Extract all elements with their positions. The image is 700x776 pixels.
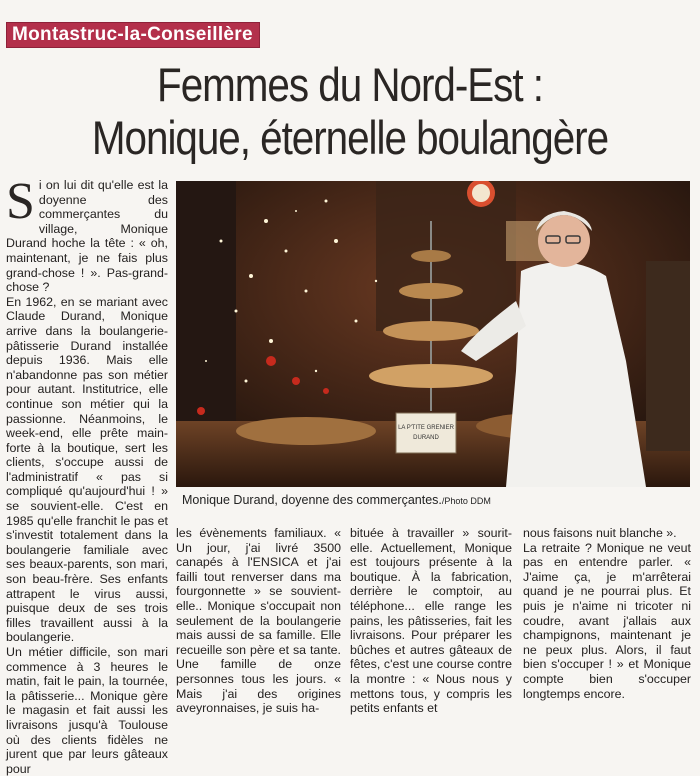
paragraph: En 1962, en se mariant avec Claude Durand, Monique arrive dans la boulangerie-pâtisserie Durand installée depuis 1936. Mais elle n'abandonne pas son métier pour autant. Institutrice, elle continue son métier qui la passionne. Néanmoins, le week-end, elle prête main-forte à la boutique, sert les clients, s'occupe aussi de l'administratif « pas si compliqué qu'aujourd'hui ! » se souvient-elle. C'est en 1985 qu'elle franchit le pas et s'investit totalement dans la boulangerie familiale avec ses beaux-parents, son mari, son beau-frère. Ses enfants attrapent le virus aussi, puisque deux de ses trois filles travaillent aussi à la boulangerie. <box>6 294 168 645</box>
sign-line-1: LA P'TITE GRENIER <box>398 425 454 431</box>
paragraph: nous faisons nuit blanche ». <box>523 526 677 540</box>
headline-line-2: Monique, éternelle boulangère <box>91 111 609 164</box>
paragraph: bituée à travailler » sourit-elle. Actuellement, Monique est toujours présente à la boutique. À la fabrication, derrière le comptoir, au téléphone... elle range les pains, les pâtisseries, fait les livraisons. Pour préparer les bûches et autres gâteaux de fêtes, c'est une course contre la montre : « Nous nous y mettons tous, y compris les petits enfants et <box>350 526 512 716</box>
headline <box>49 58 651 164</box>
paragraph: les évènements familiaux. « Un jour, j'ai livré 3500 canapés à l'ENSICA et j'ai failli tout renverser dans ma fourgonnette » se souvient-elle.. Monique s'occupait non seulement de la boulangerie mais aussi de sa famille. Elle recueille son père et sa tante. Une famille de onze personnes tous les jours. « Mais j'ai des origines aveyronnaises, je suis ha- <box>176 526 341 716</box>
photo-credit: /Photo DDM <box>441 496 491 506</box>
article-photo <box>176 181 690 487</box>
sign-line-2: DURAND <box>413 435 439 441</box>
paragraph: i on lui dit qu'elle est la doyenne des commerçantes du village, Monique Durand hoche la tête : « oh, maintenant, je ne fais plus grand-chose ! ». Pas-grand-chose ? <box>6 178 168 295</box>
drop-cap: S <box>6 173 35 230</box>
article-column-1 <box>6 173 168 776</box>
article-column-3 <box>350 526 512 716</box>
paragraph: La retraite ? Monique ne veut pas en entendre parler. « J'aime ça, je m'arrêterai quand je ne pourrai plus. Et puis je n'aime ni tricoter ni coudre, avant j'allais aux champignons, maintenant je ne peux plus. Alors, il faut bien s'occuper ! » et Monique compte bien s'occuper longtemps encore. <box>523 540 691 701</box>
section-kicker: Montastruc-la-Conseillère <box>6 22 260 48</box>
paragraph: Un métier difficile, son mari commence à 3 heures le matin, fait le pain, la tournée, la pâtisserie... Monique gère le magasin et fait aussi les livraisons jusqu'à Toulouse où des clients fidèles ne jurent que par leurs gâteaux pour <box>6 645 168 776</box>
photo-caption <box>182 493 491 507</box>
article-column-4 <box>523 526 691 701</box>
article-column-2 <box>176 526 341 716</box>
headline-line-1: Femmes du Nord-Est : <box>157 58 543 111</box>
caption-text: Monique Durand, doyenne des commerçantes. <box>182 493 442 507</box>
bakery-photo-illustration <box>176 181 690 487</box>
